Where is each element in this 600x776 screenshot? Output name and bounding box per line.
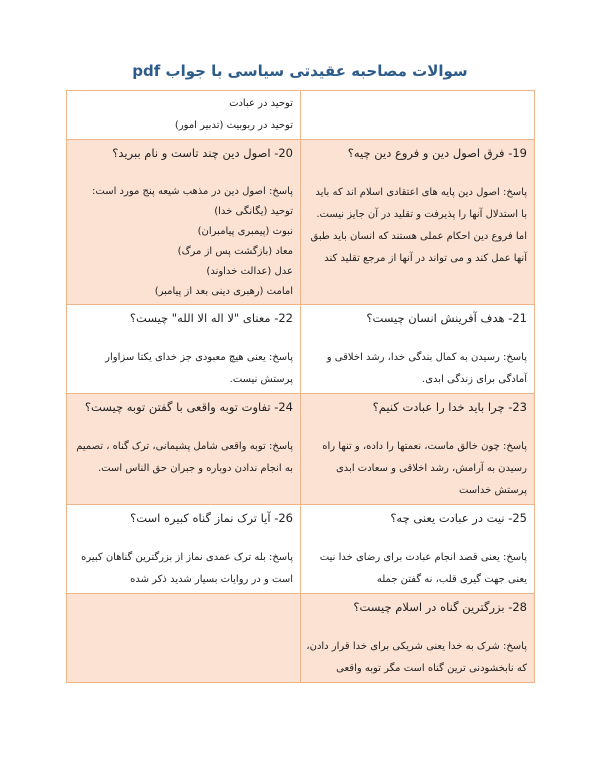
question-text: 25- نیت در عبادت یعنی چه؟	[390, 511, 527, 525]
table-cell-empty	[301, 91, 535, 140]
table-row	[67, 505, 535, 594]
question-text: 23- چرا باید خدا را عبادت کنیم؟	[372, 400, 527, 414]
answer-line: توحید (یگانگی خدا)	[214, 206, 293, 217]
answer-line: پاسخ: بله ترک عمدی نماز از بزرگترین گناهان کبیره	[81, 552, 293, 563]
answer-line: پاسخ: اصول دین پایه های اعتقادی اسلام اند که باید	[315, 187, 527, 198]
table-cell-q25	[301, 505, 535, 594]
question-text: 26- آیا ترک نماز گناه کبیره است؟	[130, 511, 293, 525]
table-cell-q20	[67, 140, 301, 305]
answer-line: توحید در عبادت	[229, 98, 293, 109]
answer-line: رسیدن به آرامش، رشد اخلاقی و سعادت ابدی	[335, 463, 527, 474]
table-cell-q23	[301, 394, 535, 505]
table-row	[67, 91, 535, 140]
answer-line: پاسخ: یعنی قصد انجام عبادت برای رضای خدا نیت	[319, 552, 527, 563]
answer-line: پاسخ: چون خالق ماست، نعمتها را داده، و تنها راه	[322, 441, 527, 452]
question-text: 28- بزرگترین گناه در اسلام چیست؟	[353, 600, 527, 614]
answer-line: پاسخ: رسیدن به کمال بندگی خدا، رشد اخلاقی و	[326, 352, 527, 363]
answer-line: پاسخ: یعنی هیچ معبودی جز خدای یکتا سزاوار	[105, 352, 293, 363]
answer-line: امامت (رهبری دینی بعد از پیامبر)	[154, 286, 293, 297]
answer-line: آمادگی برای زندگی ابدی.	[422, 374, 527, 385]
answer-line: نبوت (پیمبری پیامبران)	[197, 226, 293, 237]
answer-line: پرستش خداست	[458, 485, 527, 496]
table-row	[67, 394, 535, 505]
answer-line: با استدلال آنها را پذیرفت و تقلید در آن جایز نیست.	[316, 209, 527, 220]
table-cell-q26	[67, 505, 301, 594]
answer-line: اما فروع دین احکام عملی هستند که انسان باید طبق	[310, 231, 527, 242]
answer-line: به انجام ندادن دوباره و جبران حق الناس است.	[97, 463, 293, 474]
table-row	[67, 594, 535, 683]
answer-line: عدل (عدالت خداوند)	[206, 266, 293, 277]
answer-line: پاسخ: شرک به خدا یعنی شریکی برای خدا قرار دادن،	[306, 641, 527, 652]
answer-line: پرستش نیست.	[229, 374, 293, 385]
answer-line: آنها عمل کند و می تواند در آنها از مرجع تقلید کند	[324, 253, 527, 264]
table-cell-empty	[67, 594, 301, 683]
question-text: 19- فرق اصول دین و فروع دین چیه؟	[347, 146, 527, 160]
question-text: 24- تفاوت توبه واقعی با گفتن توبه چیست؟	[84, 400, 293, 414]
answer-line: پاسخ: اصول دین در مذهب شیعه پنج مورد است:	[92, 186, 293, 197]
table-cell-q19	[301, 140, 535, 305]
answer-line: توحید در ربوبیت (تدبیر امور)	[174, 120, 293, 131]
table-cell-q22	[67, 305, 301, 394]
answer-line: یعنی جهت گیری قلب، نه گفتن جمله	[376, 574, 527, 585]
question-text: 21- هدف آفرینش انسان چیست؟	[366, 311, 527, 325]
question-text: 20- اصول دین چند تاست و نام ببرید؟	[112, 146, 293, 160]
table-cell-q24	[67, 394, 301, 505]
answer-line: پاسخ: توبه واقعی شامل پشیمانی، ترک گناه ، تصمیم	[76, 441, 293, 452]
table-row	[67, 140, 535, 305]
page-title: سوالات مصاحبه عقیدتی سیاسی با جواب pdf	[132, 62, 468, 80]
answer-line: که نابخشودنی ترین گناه است مگر توبه واقعی	[336, 663, 527, 674]
answer-line: است و در روایات بسیار شدید ذکر شده	[130, 574, 293, 585]
table-cell	[67, 91, 301, 140]
answer-line: معاد (بازگشت پس از مرگ)	[177, 246, 293, 257]
table-cell-q21	[301, 305, 535, 394]
qa-table	[66, 90, 535, 683]
table-row	[67, 305, 535, 394]
question-text: 22- معنای "لا اله الا الله" چیست؟	[129, 311, 293, 325]
table-cell-q28	[301, 594, 535, 683]
